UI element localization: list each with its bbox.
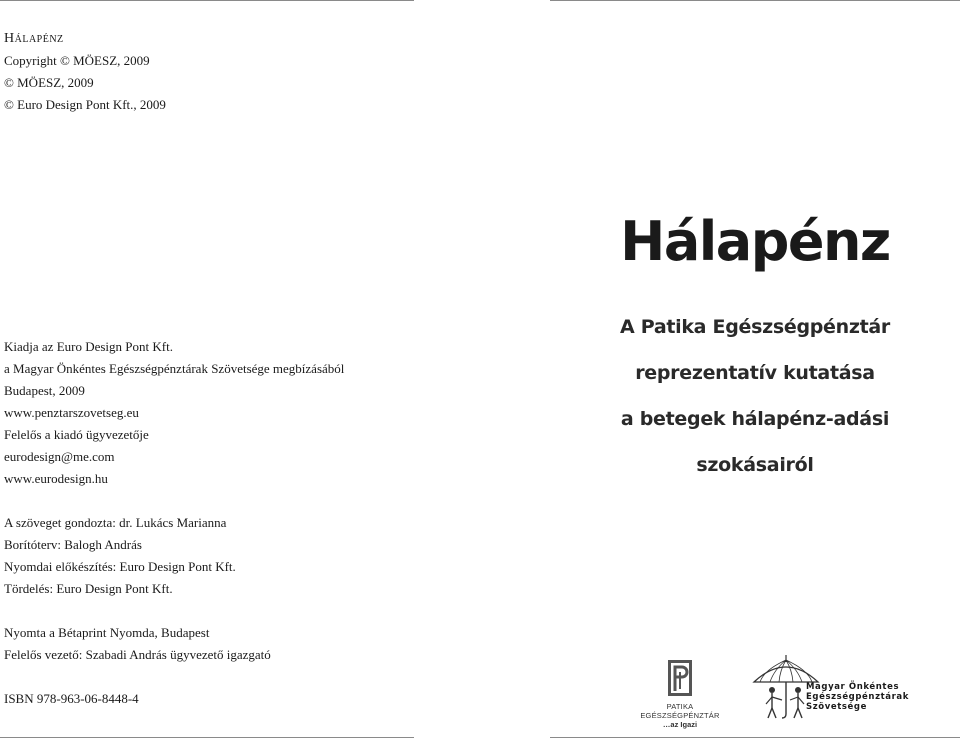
moesz-logo-line: Egészségpénztárak (806, 692, 909, 702)
subtitle-line: szokásairól (696, 454, 814, 476)
copyright-line: © Euro Design Pont Kft., 2009 (4, 97, 166, 112)
moesz-logo-text (806, 682, 909, 712)
printing-line: Nyomta a Bétaprint Nyomda, Budapest (4, 625, 210, 640)
credit-line: Nyomdai előkészítés: Euro Design Pont Kft. (4, 559, 236, 574)
isbn: ISBN 978-963-06-8448-4 (4, 691, 139, 706)
publisher-url: www.penztarszovetseg.eu (4, 405, 139, 420)
patika-logo-name: PATIKA EGÉSZSÉGPÉNZTÁR (640, 702, 720, 720)
imprint-page (4, 0, 414, 739)
copyright-line: Copyright © MÖESZ, 2009 (4, 53, 150, 68)
copyright-block (4, 28, 166, 116)
publisher-line: Budapest, 2009 (4, 383, 85, 398)
subtitle-line: reprezentatív kutatása (635, 362, 875, 384)
imprint-title: Hálapénz (4, 31, 64, 46)
publisher-url: www.eurodesign.hu (4, 471, 108, 486)
publisher-line: Felelős a kiadó ügyvezetője (4, 427, 149, 442)
moesz-logo (752, 652, 909, 722)
publisher-block (4, 336, 344, 490)
printing-line: Felelős vezető: Szabadi András ügyvezető igazgató (4, 647, 271, 662)
credit-line: Borítóterv: Balogh András (4, 537, 142, 552)
moesz-logo-line: Szövetsége (806, 702, 867, 712)
book-title: Hálapénz (620, 210, 890, 273)
bottom-rule-left (0, 737, 414, 738)
credit-line: Tördelés: Euro Design Pont Kft. (4, 581, 173, 596)
subtitle-line: a betegek hálapénz-adási (620, 408, 890, 430)
credits-block (4, 512, 236, 600)
printing-block (4, 622, 271, 666)
publisher-email: eurodesign@me.com (4, 449, 115, 464)
patika-p-logo-icon (665, 658, 695, 698)
patika-logo-tagline: …az Igazi (662, 720, 698, 729)
copyright-line: © MÖESZ, 2009 (4, 75, 94, 90)
book-subtitle (550, 304, 960, 488)
publisher-line: a Magyar Önkéntes Egészségpénztárak Szövetsége megbízásából (4, 361, 345, 376)
bottom-rule-right (550, 737, 960, 738)
publisher-line: Kiadja az Euro Design Pont Kft. (4, 339, 173, 354)
credit-line: A szöveget gondozta: dr. Lukács Marianna (4, 515, 227, 530)
title-page (550, 0, 960, 739)
subtitle-line: A Patika Egészségpénztár (620, 316, 890, 338)
moesz-logo-line: Magyar Önkéntes (806, 682, 900, 692)
isbn-block (4, 688, 139, 710)
patika-logo (630, 658, 730, 729)
